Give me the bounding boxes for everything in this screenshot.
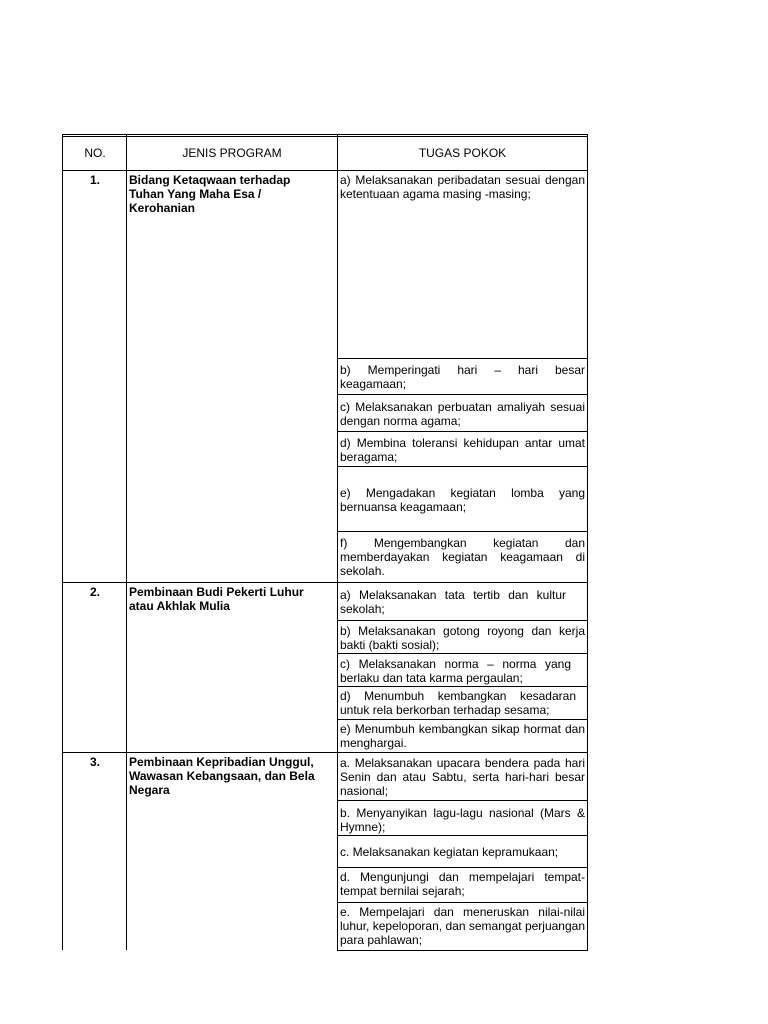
table-border: [338, 800, 588, 801]
row-no: 3.: [89, 755, 100, 769]
task-item: b. Menyanyikan lagu-lagu nasional (Mars & Hymne);: [340, 806, 585, 834]
task-item: e) Mengadakan kegiatan lomba yang bernuansa keagamaan;: [340, 486, 585, 514]
task-item: d. Mengunjungi dan mempelajari tempat-tempat bernilai sejarah;: [340, 870, 585, 898]
table-border: [338, 686, 588, 687]
table-border: [338, 531, 588, 532]
program-name: Bidang Ketaqwaan terhadap Tuhan Yang Maha Esa / Kerohanian: [129, 173, 291, 215]
table-border: [62, 170, 588, 171]
row-no: 1.: [89, 173, 100, 187]
table-border: [338, 466, 588, 467]
table-border: [126, 134, 127, 950]
row-no: 2.: [89, 585, 100, 599]
table-border: [338, 835, 588, 836]
table-border: [338, 719, 588, 720]
task-item: e. Mempelajari dan meneruskan nilai-nilai luhur, kepeloporan, dan semangat perjuangan para pahlawan;: [340, 905, 585, 947]
program-name: Pembinaan Budi Pekerti Luhur atau Akhlak Mulia: [129, 585, 304, 613]
table-border: [62, 134, 63, 950]
task-item: e) Menumbuh kembangkan sikap hormat dan menghargai.: [340, 722, 585, 750]
task-item: a) Melaksanakan tata tertib dan kultur sekolah;: [340, 588, 566, 616]
task-item: a. Melaksanakan upacara bendera pada hari Senin dan atau Sabtu, serta hari-hari besar nasional;: [340, 756, 585, 798]
table-border: [62, 752, 588, 753]
table-border: [62, 582, 588, 583]
program-name: Pembinaan Kepribadian Unggul, Wawasan Kebangsaan, dan Bela Negara: [129, 755, 315, 797]
table-border: [338, 358, 588, 359]
task-item: d) Menumbuh kembangkan kesadaran untuk rela berkorban terhadap sesama;: [340, 689, 576, 717]
task-item: f) Mengembangkan kegiatan dan memberdayakan kegiatan keagamaan di sekolah.: [340, 536, 585, 578]
table-border: [338, 653, 588, 654]
table-border: [338, 431, 588, 432]
table-border: [338, 867, 588, 868]
header-no: NO.: [84, 146, 106, 160]
header-program: JENIS PROGRAM: [182, 146, 282, 160]
task-item: d) Membina toleransi kehidupan antar umat beragama;: [340, 436, 585, 464]
table-border: [338, 902, 588, 903]
task-item: a) Melaksanakan peribadatan sesuai dengan ketentuaan agama masing -masing;: [340, 173, 585, 201]
table-border: [62, 136, 588, 137]
task-item: c) Melaksanakan norma – norma yang berlaku dan tata karma pergaulan;: [340, 657, 571, 685]
task-item: b) Melaksanakan gotong royong dan kerja bakti (bakti sosial);: [340, 624, 585, 652]
table-border: [587, 134, 588, 951]
table-border: [338, 394, 588, 395]
task-item: c. Melaksanakan kegiatan kepramukaan;: [340, 845, 559, 859]
task-item: c) Melaksanakan perbuatan amaliyah sesuai dengan norma agama;: [340, 400, 585, 428]
task-item: b) Memperingati hari – hari besar keagamaan;: [340, 363, 585, 391]
header-tasks: TUGAS POKOK: [418, 146, 507, 160]
table-border: [338, 950, 588, 951]
table-border: [62, 134, 588, 135]
table-border: [338, 620, 588, 621]
